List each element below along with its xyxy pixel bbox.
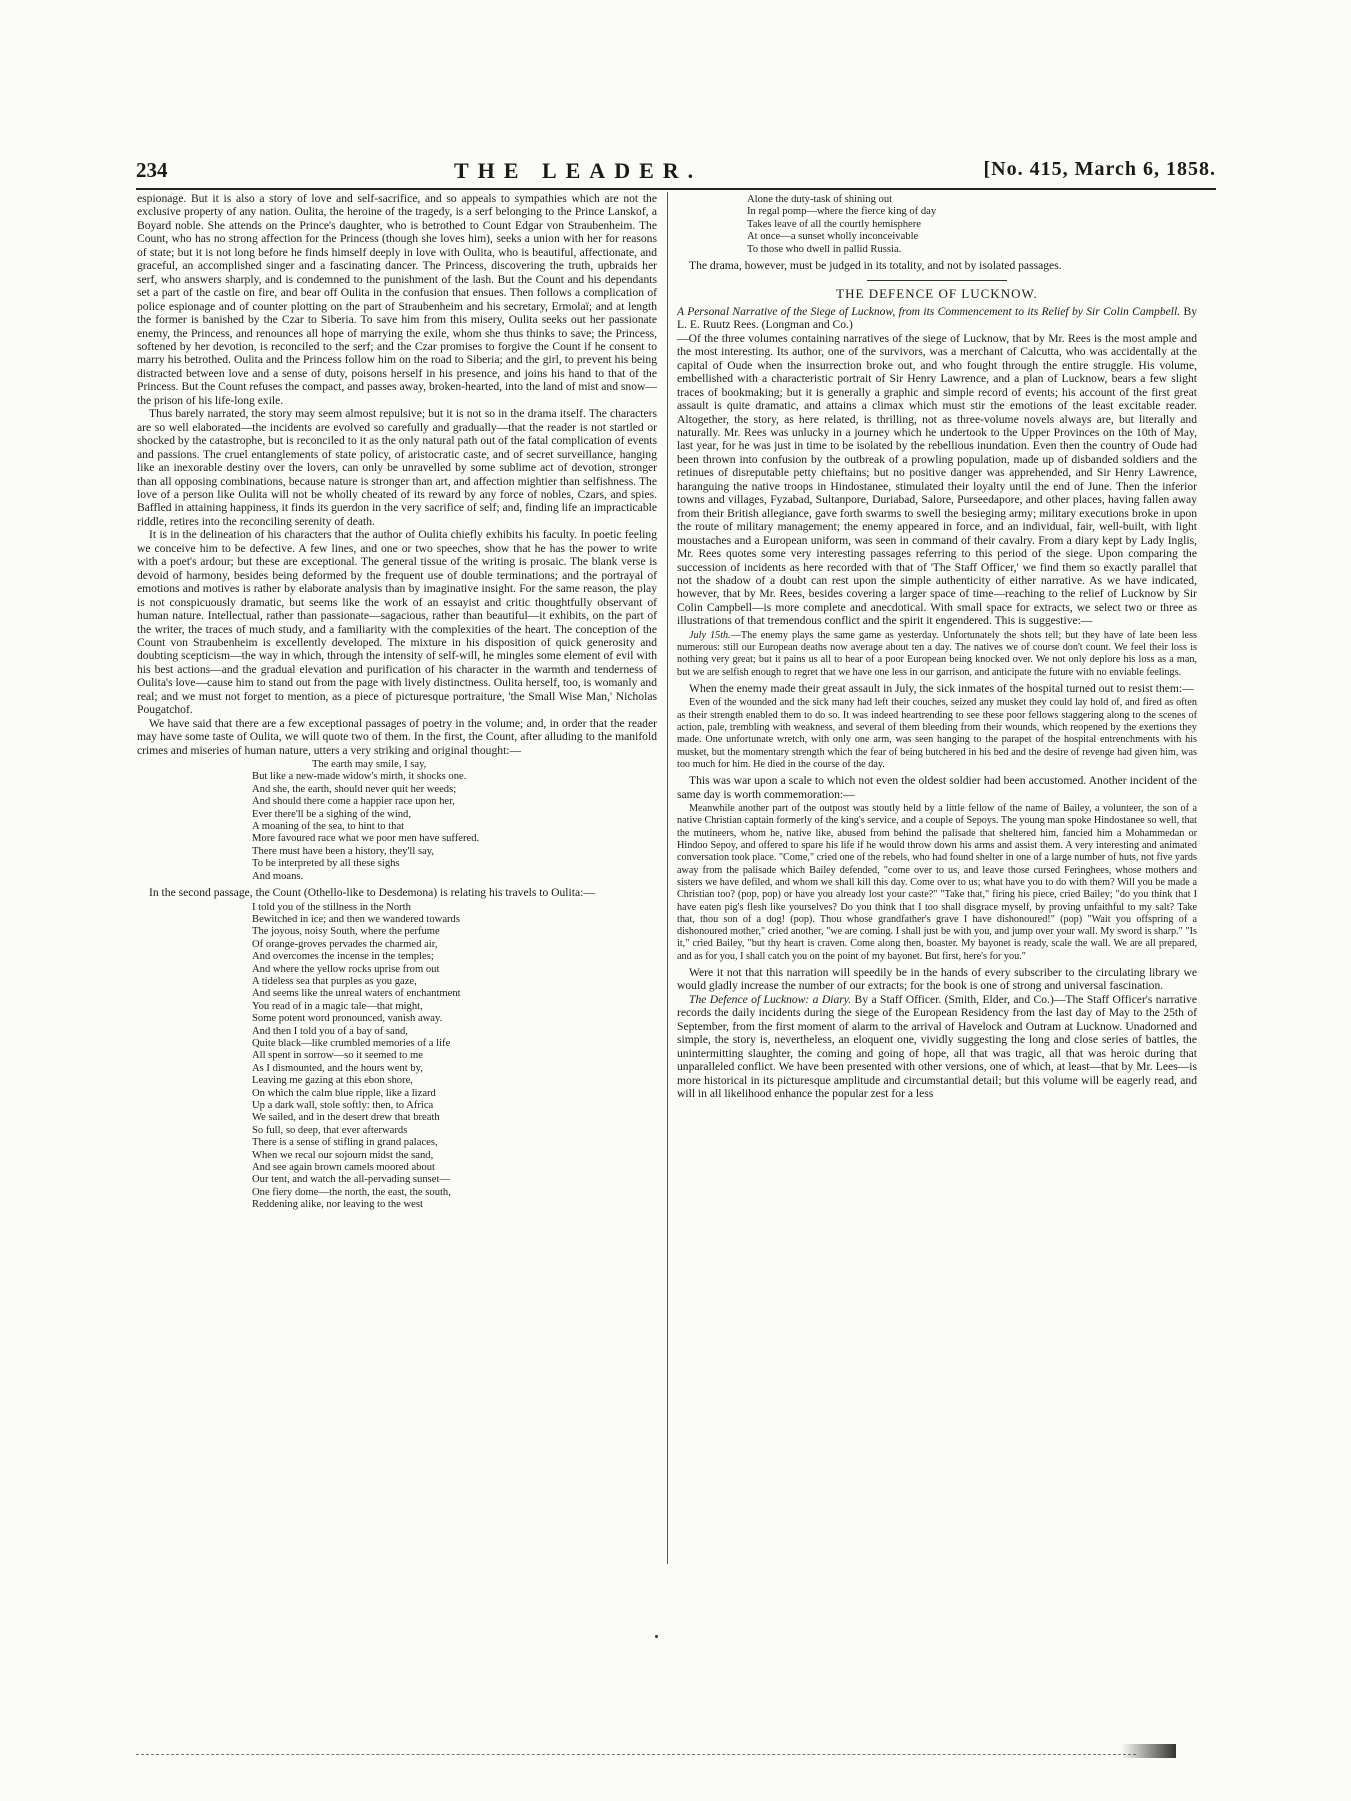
scan-artifact-line xyxy=(136,1752,1216,1758)
extract-text: Even of the wounded and the sick many had left their couches, seized any musket they could lay hold of, and fired as often as their strength enabled them to do so. It was indeed heartrending to see these poor fellows staggering along to the scenes of action, pale, trembling with weakness, and several of them bleeding from their wounds, which reopened by the exertions they made. One unfortunate wretch, with only one arm, was seen hanging to the parapet of the hospital entrenchments with his musket, but the momentary strength which the fear of being butchered in his bed and the desire of revenge had given him, was too much for him. He died in the course of the day. xyxy=(677,697,1197,770)
citation xyxy=(677,305,1197,332)
scan-streak xyxy=(136,1754,1136,1755)
extract-text: Meanwhile another part of the outpost was stoutly held by a little fellow of the name of Bailey, a volunteer, the son of a native Christian captain formerly of the king's service, and a couple of Sepoys. The young man spoke Hindostanee so well, that the mutineers, whom he, native like, abused from behind the palisade that sheltered him, fancied him a Mohammedan or Hindoo Sepoy, and offered to spare his life if he would throw down his arms and assist them. A very interesting and animated conversation took place. "Come," cried one of the rebels, who had found shelter in one of a large number of huts, not five yards away from the palisade which Bailey defended, "come over to us, and leave those cursed Feringhees, whose mothers and sisters we have defiled, and whom we shall kill this day. Come over to us; what have you to do with them? Will you be made a Christian too? (pop, pop) or have you already lost your caste?" "Take that," firing his piece, cried Bailey; "do you think that I have eaten pig's flesh like yourselves? Do you think that I too shall disgrace myself, by proving unfaithful to my salt? Take that, thou son of a dog! (pop). Thou whose grandfather's grave I have dishonoured!" (pop) "Wait you offspring of a dishonoured mother," cried another, "we are coming. I shall just be with you, and jump over your wall. My sword is sharp." "Is it," cried Bailey, "but thy heart is craven. Come along then, boaster. My bayonet is ready, scale the wall. We are all prepared, and as for you, I shall catch you on the point of my bayonet. But first, here's for you." xyxy=(677,803,1197,962)
poem-line: Alone the duty-task of shining out xyxy=(747,194,893,205)
poem-line: When we recal our sojourn midst the sand, xyxy=(252,1149,434,1161)
poem-line: The earth may smile, I say, xyxy=(312,759,427,771)
poem-line: And she, the earth, should never quit her weeds; xyxy=(252,783,457,795)
section-rule xyxy=(867,280,1007,281)
poem-line: To those who dwell in pallid Russia. xyxy=(747,243,902,255)
poem-line: I told you of the stillness in the North xyxy=(252,901,411,913)
poem-line: There must have been a history, they'll say, xyxy=(252,845,435,857)
poem-line: So full, so deep, that ever afterwards xyxy=(252,1124,408,1136)
poem-line: More favoured race what we poor men have suffered. xyxy=(252,833,480,845)
issue-date: [No. 415, March 6, 1858. xyxy=(983,158,1216,180)
poem-line: All spent in sorrow—so it seemed to me xyxy=(252,1050,423,1062)
quoted-extract-1 xyxy=(677,630,1197,679)
poem-line: And seems like the unreal waters of enchantment xyxy=(252,988,461,1000)
poem-line: And where the yellow rocks uprise from out xyxy=(252,963,440,975)
poem-excerpt-1 xyxy=(137,759,657,883)
poem-line: And overcomes the incense in the temples; xyxy=(252,951,434,963)
paragraph: espionage. But it is also a story of love and self-sacrifice, and so appeals to sympathies which are not the exclusive property of any nation. Oulita, the heroine of the tragedy, is a serf belonging to the Prince Lanskof, a Boyard noble. She attends on the Prince's daughter, who is betrothed to Count Edgar von Straubenheim. The Count, who has no strong affection for the Princess (though she loves him), seeks a union with her for reasons of state; but it is not long before he finds himself deeply in love with Oulita, who is beautiful, affectionate, and graceful, an accomplished singer and a fascinating dancer. The Princess, discovering the truth, upbraids her serf, who answers sharply, and is condemned to the punishment of the lash. But the Count and his dependants set a part of the castle on fire, and bear off Oulita in the confusion that ensues. Then follows a complication of police espionage and of counter plotting on the part of Straubenheim and his secretary, Ermolaï; and at length the former is banished by the Czar to Siberia. To save him from this misery, Oulita seeks out her passionate enemy, the Princess, and renounces all hope of marrying the exile, whom she thus thinks to save; the Princess, softened by her devotion, is reconciled to the serf; and the Czar promises to forgive the Count if he consent to marry his betrothed. Oulita and the Princess follow him on the road to Siberia; and the girl, to prevent his being distracted between love and a sense of duty, poisons herself in his presence, and joins his hand to that of the Princess. But the Count refuses the compact, and passes away, broken-hearted, into the land of mist and snow—the prison of his life-long exile. xyxy=(137,192,657,407)
newspaper-title: THE LEADER. xyxy=(454,158,703,183)
page-header xyxy=(136,158,1216,184)
ink-dot xyxy=(655,1635,658,1638)
quoted-extract-3 xyxy=(677,803,1197,963)
citation-title: A Personal Narrative of the Siege of Lucknow, from its Commencement to its Relief by Sir Colin Campbell. xyxy=(677,304,1181,318)
right-column xyxy=(677,192,1197,1101)
poem-excerpt-2 xyxy=(137,902,657,1212)
poem-line: Of orange-groves pervades the charmed air, xyxy=(252,938,438,950)
quoted-extract-2 xyxy=(677,697,1197,771)
poem-line: A tideless sea that purples as you gaze, xyxy=(252,975,417,987)
paragraph xyxy=(677,993,1197,1101)
paragraph: Thus barely narrated, the story may seem almost repulsive; but it is not so in the drama itself. The characters are so well elaborated—the incidents are evolved so carefully and gradually—that the reader is not startled or shocked by the catastrophe, but is reconciled to it as the only natural path out of the fatal complication of events and passions. The cruel entanglements of state policy, of aristocratic caste, and of secret surveillance, hanging like an inexorable destiny over the lovers, can only be unravelled by some sublime act of devotion, stronger than all opposing combinations, because nature is stronger than art, and affection mightier than selfishness. The love of a person like Oulita will not be wholly cheated of its reward by any force of nobles, Czars, and spies. Baffled in attaining happiness, it finds its guerdon in the very sacrifice of self; and, finding life an impracticable riddle, retires into the reconciling serenity of death. xyxy=(137,407,657,528)
paragraph: When the enemy made their great assault in July, the sick inmates of the hospital turned out to resist them:— xyxy=(689,682,1194,695)
poem-line: Ever there'll be a sighing of the wind, xyxy=(252,808,412,820)
poem-line: But like a new-made widow's mirth, it shocks one. xyxy=(252,771,467,783)
paragraph: —Of the three volumes containing narratives of the siege of Lucknow, that by Mr. Rees is the most ample and the most interesting. Its author, one of the survivors, was a merchant of Calcutta, who was accidentally at the capital of Oude when the insurrection broke out, and who fought through the entire struggle. His volume, embellished with a characteristic portrait of Sir Henry Lawrence, and a plan of Lucknow, bears a few slight traces of bookmaking; but it is generally a graphic and simple record of events; his account of the first great assault is quite dramatic, and attains a climax which must stir the emotions of the least excitable reader. Altogether, the story, as here related, is thrilling, not as three-volume novels always are, but literally and naturally. Mr. Rees was unlucky in a journey which he undertook to the Upper Provinces on the 10th of May, last year, for he was just in time to be isolated by the rebellious inundation. Even then the country of Oude had been thrown into confusion by the outbreak of a prowling population, made up of disbanded soldiers and the retinues of disreputable petty chieftains; but no positive danger was apprehended, and Sir Henry Lawrence, haranguing the native troops in Hindostanee, stimulated their loyalty until the end of June. Then the inferior towns and villages, Fyzabad, Sultanpore, Duriabad, Salore, Purseedapore, and other places, having fallen away from their British allegiance, gave forth swarms to swell the besieging army; military executions broke in upon the route of military management; the enemy appeared in force, and an individual, fair, well-built, with light moustaches and a European uniform, was seen in command of their cavalry. From a diary kept by Lady Inglis, Mr. Rees quotes some very interesting passages referring to this period of the siege. Upon comparing the succession of incidents as here recorded with that of 'The Staff Officer,' we find them so exactly parallel that not the shadow of a doubt can rest upon the simple authenticity of either narrative. As we have indicated, however, that by Mr. Rees, besides covering a larger space of time—reaching to the relief of Lucknow by Sir Colin Campbell—is more complete and anecdotical. With small space for extracts, we select two or three as illustrations of that tremendous conflict and the spirit it engendered. This is suggestive:— xyxy=(677,331,1197,628)
poem-line: Our tent, and watch the all-pervading sunset— xyxy=(252,1174,450,1186)
poem-excerpt-3 xyxy=(677,194,1197,256)
paragraph: We have said that there are a few exceptional passages of poetry in the volume; and, in order that the reader may have some taste of Oulita, we will quote two of them. In the first, the Count, after alluding to the manifold crimes and miseries of human nature, utters a very striking and original thought:— xyxy=(137,716,657,757)
paragraph: In the second passage, the Count (Othello-like to Desdemona) is relating his travels to Oulita:— xyxy=(149,886,595,900)
poem-line: Bewitched in ice; and then we wandered towards xyxy=(252,913,460,925)
paragraph: The drama, however, must be judged in its totality, and not by isolated passages. xyxy=(689,259,1062,273)
poem-line: As I dismounted, and the hours went by, xyxy=(252,1062,423,1074)
poem-line: Some potent word pronounced, vanish away. xyxy=(252,1013,443,1025)
paragraph: It is in the delineation of his characters that the author of Oulita chiefly exhibits his faculty. In poetic feeling we conceive him to be defective. A few lines, and one or two speeches, show that he has the power to write with a poet's ardour; but these are exceptional. The general tissue of the writing is prosaic. The blank verse is devoid of harmony, besides being deformed by the frequent use of double terminations; and the portrayal of emotions and motives is rather by elaborate analysis than by imaginative insight. For the same reason, the play is not conspicuously dramatic, but seems like the work of an essayist and critic thoughtfully observant of human nature. Intellectual, rather than passionate—sagacious, rather than beautiful—it exhibits, on the part of the writer, the traces of much study, and a familiarity with the complexities of the heart. The conception of the Count von Straubenheim is excellently developed. The mixture in his disposition of quick generosity and doubting scepticism—the way in which, through the intensity of self-will, he mingles some element of evil with his best actions—and the gradual elevation and purification of his character in the warmth and tenderness of Oulita's love—cause him to stand out from the page with lively distinctness. Oulita herself, too, is womanly and real; and we must not forget to mention, as a piece of picturesque portraiture, 'the Small Wise Man,' Nicholas Pougatchof. xyxy=(137,528,657,717)
poem-line: Takes leave of all the courtly hemisphere xyxy=(747,218,921,230)
poem-line: A moaning of the sea, to hint to that xyxy=(252,821,405,833)
poem-line: You read of in a magic tale—that might, xyxy=(252,1000,423,1012)
extract-text: —The enemy plays the same game as yesterday. Unfortunately the shots tell; but they have of late been less numerous: still our European deaths now average about ten a day. The natives we of course don't count. We feel their loss is nothing very great; but it pains us all to hear of a poor European being knocked over. We not only deplore his loss as a man, but we are selfish enough to regret that we have one less in our garrison, and anticipate the future with no enviable feelings. xyxy=(677,629,1197,678)
book-review-text: By a Staff Officer. (Smith, Elder, and Co.)—The Staff Officer's narrative records the daily incidents during the siege of the European Residency from the last day of May to the 25th of September, from the first moment of alarm to the arrival of Havelock and Outram at Lucknow. Unadorned and simple, the story is, nevertheless, an eloquent one, vividly suggesting the long and close series of battles, the unintermitting slaughter, the coming and going of hope, all that was tragic, all that was heroic during that unparalleled conflict. We have been presented with other versions, one of which, at least—that by Mr. Lees—is more historical in its picturesque amplitude and circumstantial detail; but this volume will be eagerly read, and will in all likelihood enhance the popular zest for a less xyxy=(677,992,1197,1101)
poem-line: And moans. xyxy=(252,870,304,882)
poem-line: And see again brown camels moored about xyxy=(252,1162,435,1174)
poem-line: We sailed, and in the desert drew that breath xyxy=(252,1112,440,1124)
page-number: 234 xyxy=(136,158,168,182)
poem-line: Up a dark wall, stole softly: then, to Africa xyxy=(252,1100,434,1112)
section-title: THE DEFENCE OF LUCKNOW. xyxy=(836,286,1038,302)
header-rule xyxy=(136,188,1216,190)
poem-line: In regal pomp—where the fierce king of day xyxy=(747,206,937,218)
paragraph: Were it not that this narration will speedily be in the hands of every subscriber to the circulating library we would gladly increase the number of our extracts; for the book is one of strong and universal fascination. xyxy=(677,966,1197,993)
poem-line: One fiery dome—the north, the east, the south, xyxy=(252,1186,451,1198)
poem-line: Leaving me gazing at this ebon shore, xyxy=(252,1075,413,1087)
book-title: The Defence of Lucknow: a Diary. xyxy=(689,992,852,1006)
poem-line: And then I told you of a bay of sand, xyxy=(252,1025,408,1037)
poem-line: Reddening alike, nor leaving to the west xyxy=(252,1199,423,1211)
poem-line: To be interpreted by all these sighs xyxy=(252,858,400,870)
extract-date: July 15th. xyxy=(689,629,731,641)
left-column xyxy=(137,192,657,1215)
scan-smudge xyxy=(1121,1744,1176,1758)
poem-line: The joyous, noisy South, where the perfume xyxy=(252,926,440,938)
poem-line: And should there come a happier race upon her, xyxy=(252,796,455,808)
poem-line: Quite black—like crumbled memories of a life xyxy=(252,1038,451,1050)
poem-line: On which the calm blue ripple, like a lizard xyxy=(252,1087,436,1099)
paragraph: This was war upon a scale to which not even the oldest soldier had been accustomed. Another incident of the same day is worth commemoration:— xyxy=(677,774,1197,801)
column-divider xyxy=(667,192,668,1564)
poem-line: There is a sense of stifling in grand palaces, xyxy=(252,1137,438,1149)
poem-line: At once—a sunset wholly inconceivable xyxy=(747,231,919,243)
citation-publisher: By L. E. Ruutz Rees. (Longman and Co.) xyxy=(677,304,1197,332)
